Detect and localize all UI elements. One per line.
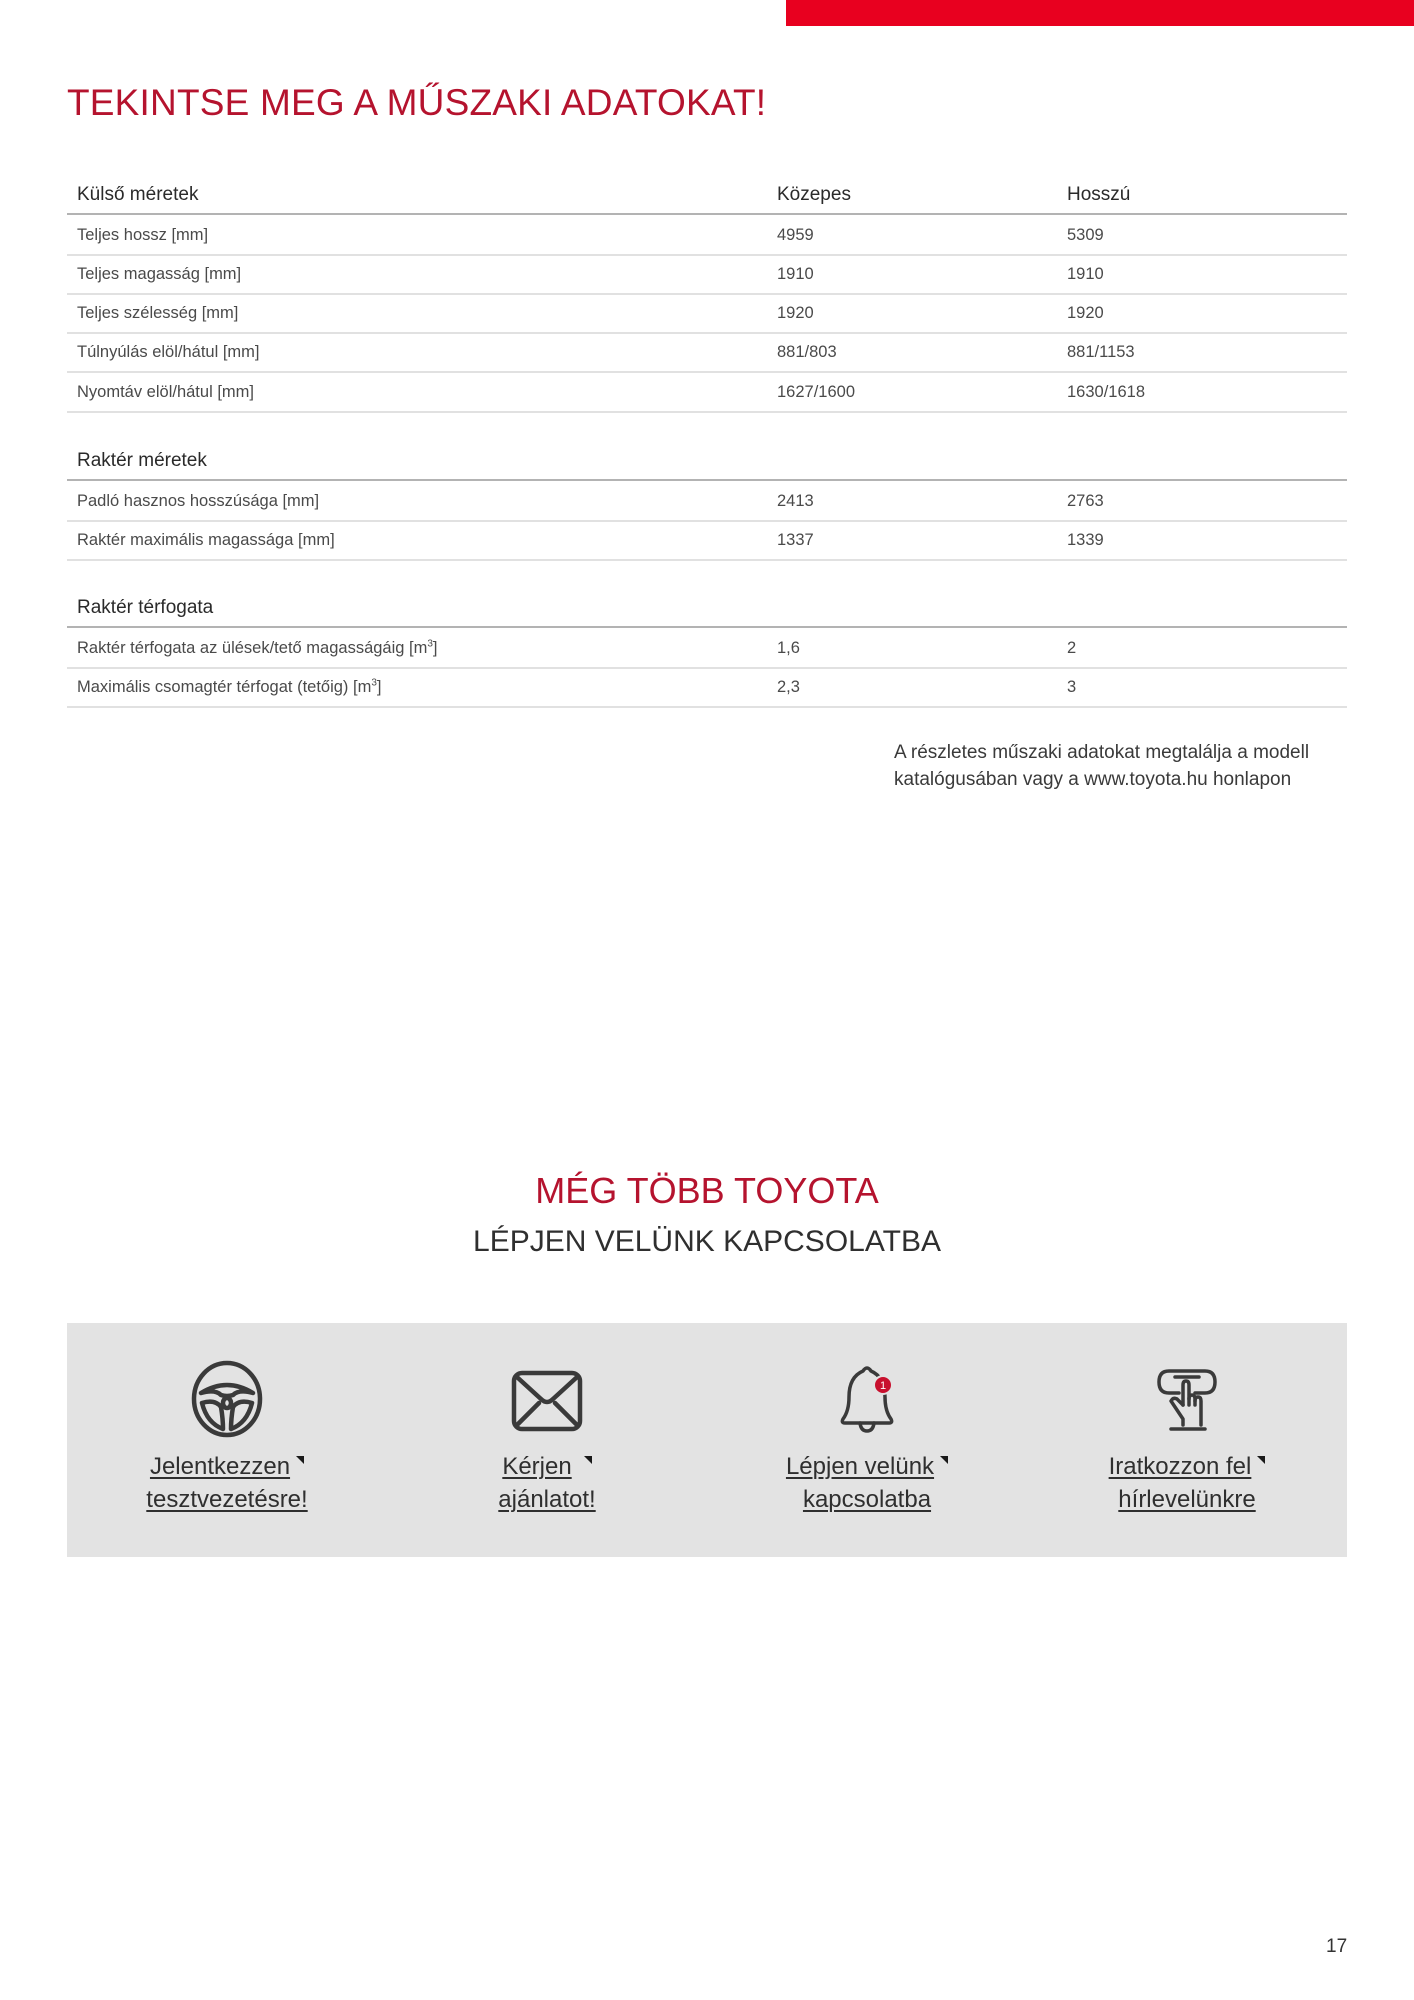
row-value-long: 2763: [1067, 492, 1104, 510]
link-line-2[interactable]: tesztvezetésre!: [146, 1486, 308, 1513]
row-label-end: ]: [376, 678, 382, 696]
row-label-end: ]: [432, 639, 438, 657]
table-row: [67, 520, 1347, 561]
row-value-long: 3: [1067, 678, 1077, 696]
details-note: [894, 739, 1309, 793]
spec-section-exterior: [67, 180, 1347, 420]
section-header: [67, 446, 1347, 481]
notification-badge: 1: [879, 1380, 887, 1392]
table-row: [67, 628, 1347, 669]
note-line-1: A részletes műszaki adatokat megtalálja a modell: [894, 742, 1310, 763]
section-header: [67, 180, 1347, 215]
row-value-long: 1910: [1067, 265, 1104, 283]
row-label: Padló hasznos hosszúsága [mm]: [77, 492, 320, 510]
row-value-medium: 1337: [777, 531, 814, 549]
table-row: [67, 372, 1347, 413]
table-row: [67, 293, 1347, 334]
row-value-medium: 881/803: [777, 343, 837, 361]
row-label: Teljes hossz [mm]: [77, 226, 209, 244]
contact-us-link[interactable]: [707, 1450, 1027, 1516]
row-value-long: 2: [1067, 639, 1077, 657]
section-header: [67, 593, 1347, 628]
row-value-long: 881/1153: [1067, 343, 1135, 361]
more-toyota-heading: MÉG TÖBB TOYOTA: [535, 1170, 879, 1211]
row-label: [77, 639, 438, 658]
row-label: Nyomtáv elöl/hátul [mm]: [77, 383, 254, 401]
table-row: [67, 254, 1347, 295]
section-title: Raktér méretek: [77, 450, 207, 471]
row-value-medium: 2413: [777, 492, 814, 510]
table-row: [67, 215, 1347, 256]
link-line-2[interactable]: ajánlatot!: [498, 1486, 596, 1513]
table-row: [67, 481, 1347, 522]
row-value-long: 1630/1618: [1067, 383, 1145, 401]
contact-card-contact-us[interactable]: [707, 1323, 1027, 1557]
row-value-long: 1339: [1067, 531, 1104, 549]
column-header-medium: Közepes: [777, 184, 851, 205]
corner-arrow-icon: [940, 1456, 948, 1464]
contact-us-subheading: LÉPJEN VELÜNK KAPCSOLATBA: [473, 1225, 941, 1258]
unit-superscript: 3: [371, 677, 377, 689]
contact-card-quote[interactable]: [387, 1323, 707, 1557]
hand-press-button-icon: [1147, 1359, 1227, 1439]
note-line-2: katalógusában vagy a www.toyota.hu honlapon: [894, 769, 1292, 790]
newsletter-link[interactable]: [1027, 1450, 1347, 1516]
spec-section-cargo-volume: [67, 593, 1347, 713]
envelope-icon: [507, 1359, 587, 1439]
contact-panel: [67, 1323, 1347, 1557]
row-label: Teljes magasság [mm]: [77, 265, 242, 283]
corner-arrow-icon: [296, 1456, 304, 1464]
table-row: [67, 332, 1347, 373]
request-quote-link[interactable]: [387, 1450, 707, 1516]
brand-red-bar: [786, 0, 1414, 26]
row-value-medium: 1920: [777, 304, 814, 322]
row-value-medium: 1910: [777, 265, 814, 283]
contact-card-test-drive[interactable]: [67, 1323, 387, 1557]
unit-superscript: 3: [427, 638, 433, 650]
link-line-2[interactable]: hírlevelünkre: [1118, 1486, 1256, 1513]
row-value-medium: 1,6: [777, 639, 800, 657]
section-title: Külső méretek: [77, 184, 199, 205]
link-line-1[interactable]: Kérjen: [502, 1453, 572, 1480]
row-label: Raktér maximális magassága [mm]: [77, 531, 335, 549]
row-label: [77, 678, 382, 697]
row-value-medium: 2,3: [777, 678, 800, 696]
column-header-long: Hosszú: [1067, 184, 1131, 205]
contact-card-newsletter[interactable]: [1027, 1323, 1347, 1557]
bell-notification-icon: [827, 1359, 907, 1439]
corner-arrow-icon: [1257, 1456, 1265, 1464]
row-label-text: Maximális csomagtér térfogat (tetőig) [m: [77, 678, 372, 696]
link-line-2[interactable]: kapcsolatba: [802, 1486, 932, 1513]
page-title: TEKINTSE MEG A MŰSZAKI ADATOKAT!: [67, 82, 767, 123]
page-number: 17: [1326, 1936, 1348, 1957]
link-line-1[interactable]: Lépjen velünk: [785, 1453, 935, 1480]
row-value-long: 1920: [1067, 304, 1104, 322]
row-value-medium: 4959: [777, 226, 814, 244]
steering-wheel-icon: [187, 1359, 267, 1439]
link-line-1[interactable]: Iratkozzon fel: [1108, 1453, 1252, 1480]
row-value-long: 5309: [1067, 226, 1104, 244]
row-label: Teljes szélesség [mm]: [77, 304, 239, 322]
corner-arrow-icon: [584, 1456, 592, 1464]
row-value-medium: 1627/1600: [777, 383, 855, 401]
spec-section-cargo-dimensions: [67, 446, 1347, 566]
row-label-text: Raktér térfogata az ülések/tető magasságáig [m: [77, 639, 428, 657]
row-label: Túlnyúlás elöl/hátul [mm]: [77, 343, 260, 361]
test-drive-link[interactable]: [67, 1450, 387, 1516]
table-row: [67, 667, 1347, 708]
section-title: Raktér térfogata: [77, 597, 214, 618]
link-line-1[interactable]: Jelentkezzen: [149, 1453, 291, 1480]
